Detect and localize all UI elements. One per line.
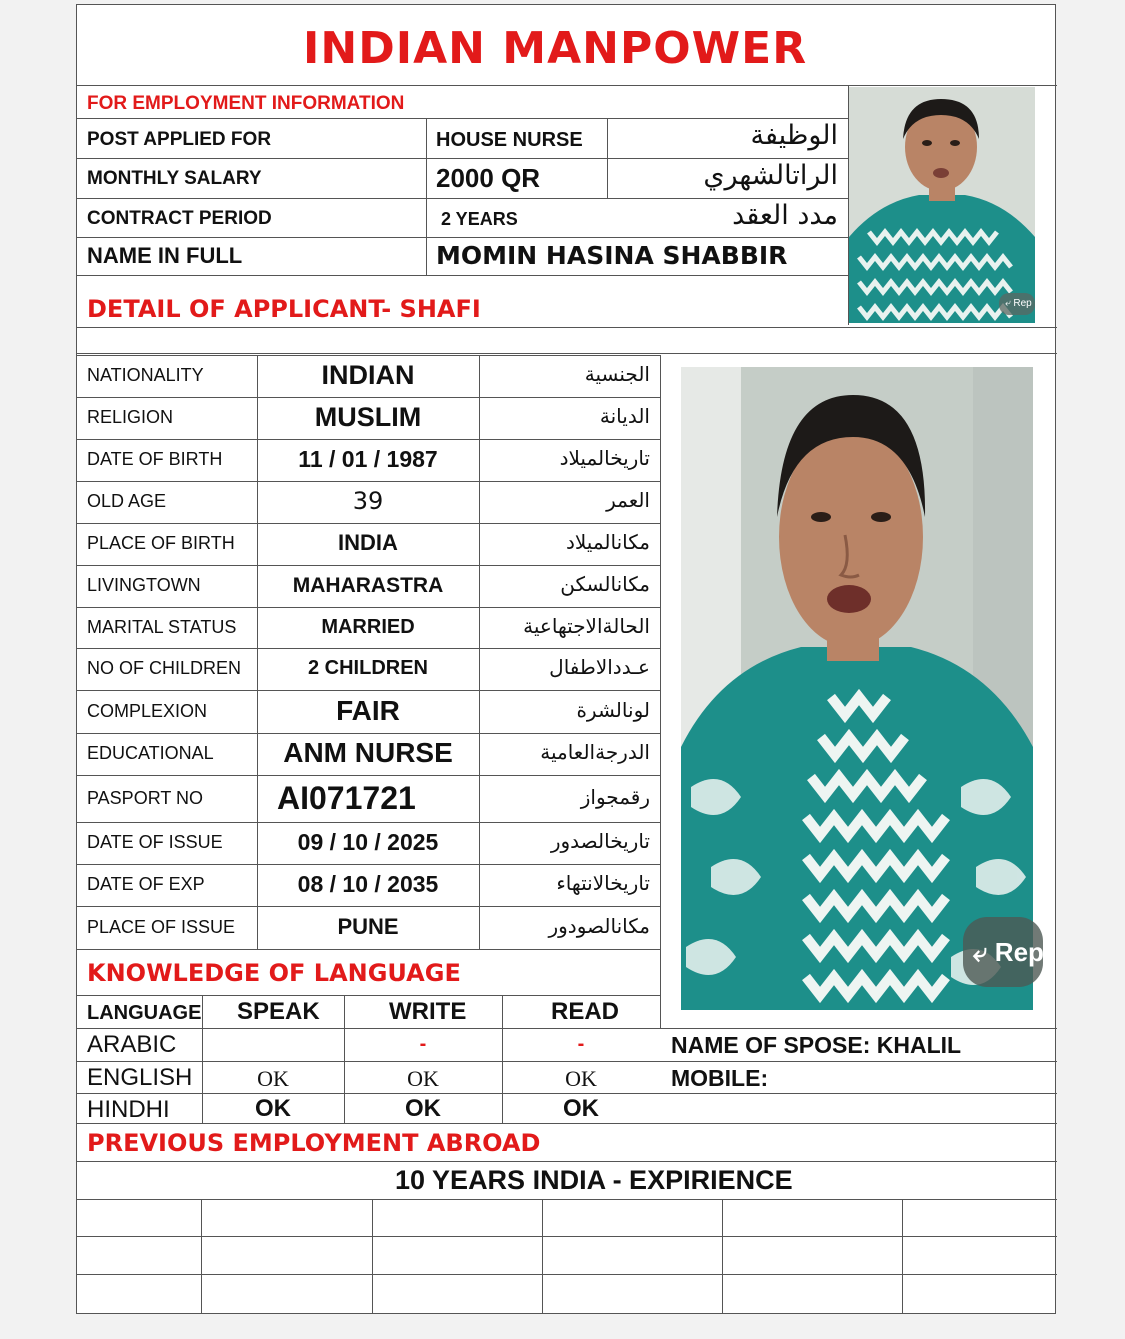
name-label: NAME IN FULL (87, 243, 243, 268)
spouse-mobile: MOBILE: (671, 1065, 769, 1091)
applicant-row-arabic: الديانة (599, 404, 650, 428)
salary-arabic: الراتالشهري (703, 160, 838, 191)
applicant-row-arabic: لونالشرة (576, 697, 650, 722)
applicant-row-label: RELIGION (87, 407, 174, 427)
photo-small-overlay: Rep (1013, 298, 1032, 309)
applicant-row-value: 09 / 10 / 2025 (297, 828, 439, 855)
applicant-row-value: 2 CHILDREN (307, 657, 428, 679)
applicant-row-label: NATIONALITY (87, 365, 204, 385)
applicant-row-arabic: عـددالاطفال (549, 655, 650, 679)
applicant-row-label: DATE OF EXP (87, 874, 205, 894)
lang-header-read: READ (551, 998, 620, 1025)
applicant-row-value: ANM NURSE (283, 737, 453, 768)
previous-summary: 10 YEARS INDIA - EXPIRIENCE (395, 1165, 793, 1195)
applicant-row-label: PLACE OF BIRTH (87, 533, 235, 553)
applicant-row-arabic: الجنسية (584, 362, 650, 386)
language-write-cell: OK (407, 1066, 439, 1091)
contract-arabic: مدد العقد (732, 200, 838, 231)
applicant-row-arabic: الحالةالاجتهاعية (523, 613, 650, 638)
applicant-row-value: 39 (352, 487, 384, 515)
language-speak-cell: OK (255, 1095, 291, 1122)
applicant-photo-large: ⤶ Rep (681, 367, 1033, 1010)
applicant-row-arabic: رقمجواز (580, 784, 650, 809)
salary-value: 2000 QR (436, 163, 541, 193)
applicant-row-arabic: تاريخالميلاد (559, 446, 650, 470)
lang-header-language: LANGUAGE (87, 1002, 202, 1024)
previous-section-label: PREVIOUS EMPLOYMENT ABROAD (87, 1129, 541, 1157)
applicant-row-label: PASPORT NO (87, 787, 204, 808)
lang-header-write: WRITE (389, 998, 467, 1025)
applicant-row-value: 08 / 10 / 2035 (297, 870, 439, 897)
language-section-label: KNOWLEDGE OF LANGUAGE (87, 959, 461, 987)
language-write-cell: - (419, 1033, 427, 1055)
post-label: POST APPLIED FOR (87, 129, 272, 150)
applicant-row-value: MARRIED (321, 615, 415, 638)
photo-large-overlay: Rep (994, 937, 1044, 967)
applicant-row-value: 11 / 01 / 1987 (298, 445, 438, 472)
name-value: MOMIN HASINA SHABBIR (436, 241, 788, 270)
applicant-section-label: DETAIL OF APPLICANT- SHAFI (87, 295, 481, 323)
applicant-row-value: MAHARASTRA (292, 573, 444, 597)
applicant-row-arabic: العمر (606, 488, 650, 512)
language-read-cell: - (577, 1033, 585, 1055)
applicant-row-value: INDIAN (321, 359, 415, 390)
applicant-row-label: MARITAL STATUS (87, 616, 237, 637)
applicant-row-label: PLACE OF ISSUE (87, 916, 236, 937)
contract-label: CONTRACT PERIOD (87, 208, 272, 229)
language-name: ENGLISH (87, 1064, 193, 1091)
language-speak-cell: OK (257, 1066, 289, 1091)
applicant-row-label: DATE OF ISSUE (87, 832, 223, 852)
applicant-row-label: NO OF CHILDREN (87, 658, 242, 678)
language-name: HINDHI (87, 1096, 170, 1123)
language-name: ARABIC (87, 1031, 177, 1058)
applicant-row-value: PUNE (337, 913, 399, 939)
contract-value: 2 YEARS (441, 209, 518, 229)
language-read-cell: OK (565, 1066, 597, 1091)
applicant-row-value: INDIA (338, 530, 398, 555)
post-arabic: الوظيفة (750, 120, 838, 151)
language-read-cell: OK (563, 1095, 599, 1122)
language-write-cell: OK (405, 1095, 441, 1122)
page-title: INDIAN MANPOWER (303, 23, 808, 74)
applicant-row-arabic: مكانالميلاد (565, 530, 650, 554)
applicant-row-value: AI071721 (277, 779, 416, 816)
applicant-row-arabic: الدرجةالعامية (540, 740, 650, 764)
spouse-name: NAME OF SPOSE: KHALIL (671, 1032, 962, 1058)
applicant-row-arabic: تاريخالصدور (550, 829, 650, 853)
applicant-row-label: LIVINGTOWN (87, 575, 201, 595)
post-value: HOUSE NURSE (436, 129, 583, 151)
applicant-row-value: MUSLIM (314, 401, 422, 432)
applicant-row-arabic: تاريخالانتهاء (556, 871, 650, 895)
applicant-row-label: OLD AGE (87, 491, 167, 511)
applicant-row-value: FAIR (336, 694, 400, 726)
applicant-row-label: EDUCATIONAL (87, 743, 214, 763)
lang-header-speak: SPEAK (237, 998, 320, 1025)
application-form (76, 4, 1056, 1314)
applicant-row-arabic: مكانالصودور (548, 913, 650, 938)
applicant-row-arabic: مكانالسكن (560, 572, 650, 596)
applicant-row-label: DATE OF BIRTH (87, 449, 223, 469)
employment-section-label: FOR EMPLOYMENT INFORMATION (87, 93, 405, 114)
applicant-row-label: COMPLEXION (87, 700, 208, 721)
salary-label: MONTHLY SALARY (87, 168, 262, 189)
applicant-photo-small: ⤶ Rep (849, 87, 1035, 323)
